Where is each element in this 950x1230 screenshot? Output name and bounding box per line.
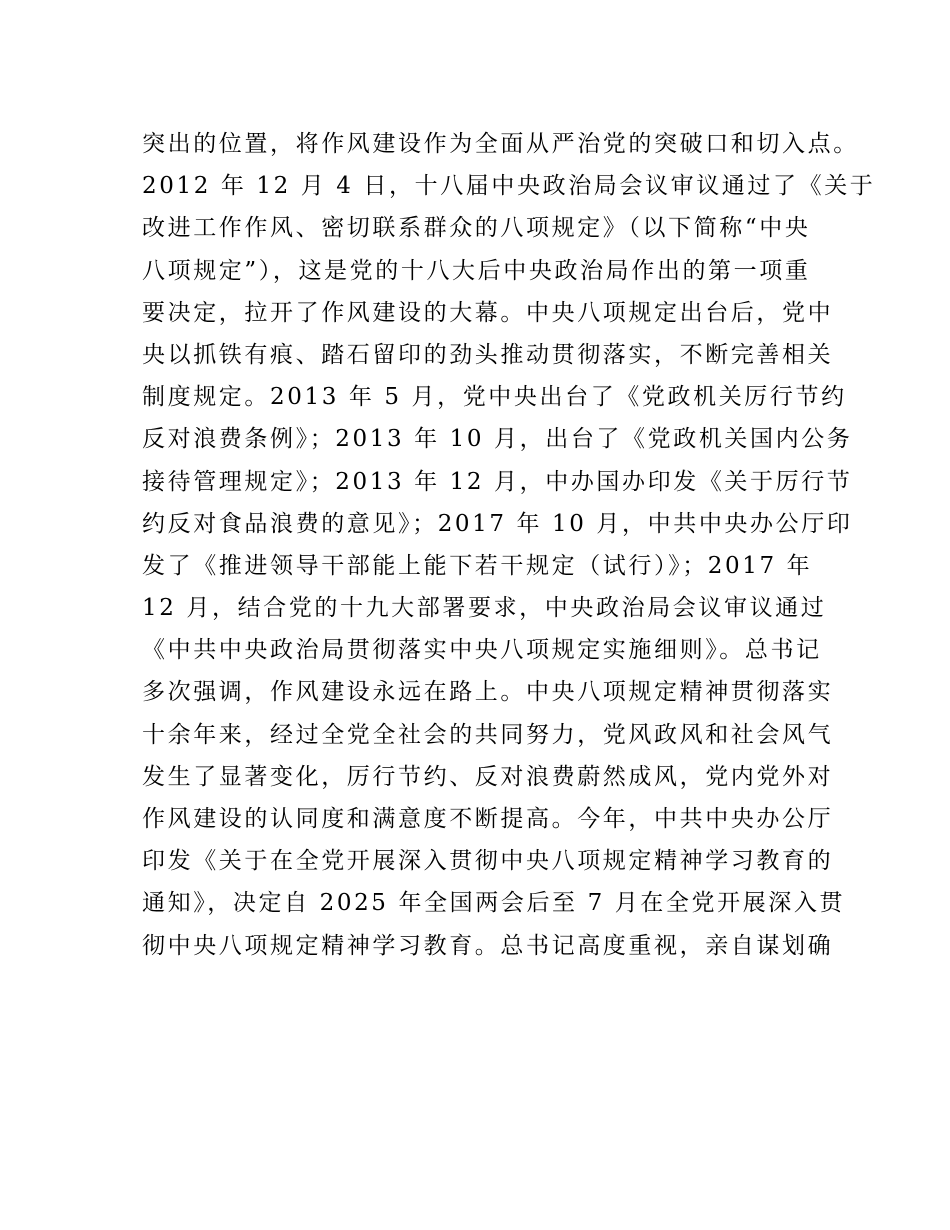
- text-line: 作风建设的认同度和满意度不断提高。今年，中共中央办公厅: [142, 806, 834, 832]
- text-line: 约反对食品浪费的意见》；2017 年 10 月，中共中央办公厅印: [142, 510, 853, 537]
- text-line: 2012 年 12 月 4 日，十八届中央政治局会议审议通过了《关于: [142, 173, 876, 200]
- text-line: 反对浪费条例》；2013 年 10 月，出台了《党政机关国内公务: [142, 426, 853, 453]
- text-line: 发了《推进领导干部能上能下若干规定（试行）》；2017 年: [142, 552, 813, 579]
- text-line: 八项规定”），这是党的十八大后中央政治局作出的第一项重: [142, 257, 811, 284]
- text-line: 发生了显著变化，厉行节约、反对浪费蔚然成风，党内党外对: [142, 763, 834, 790]
- text-line: 突出的位置，将作风建设作为全面从严治党的突破口和切入点。: [142, 131, 859, 157]
- text-line: 印发《关于在全党开展深入贯彻中央八项规定精神学习教育的: [142, 848, 834, 875]
- text-line: 十余年来，经过全党全社会的共同努力，党风政风和社会风气: [142, 721, 834, 748]
- text-line: 《中共中央政治局贯彻落实中央八项规定实施细则》。总书记: [142, 637, 822, 664]
- text-line: 制度规定。2013 年 5 月，党中央出台了《党政机关厉行节约: [142, 384, 847, 411]
- text-line: 多次强调，作风建设永远在路上。中央八项规定精神贯彻落实: [142, 679, 834, 706]
- text-line: 12 月，结合党的十九大部署要求，中央政治局会议审议通过: [142, 595, 827, 622]
- body-text: [142, 123, 876, 967]
- text-line: 接待管理规定》；2013 年 12 月，中办国办印发《关于厉行节: [142, 468, 853, 495]
- text-line: 要决定，拉开了作风建设的大幕。中央八项规定出台后，党中: [142, 299, 834, 326]
- text-line: 央以抓铁有痕、踏石留印的劲头推动贯彻落实，不断完善相关: [142, 341, 834, 368]
- text-line: 彻中央八项规定精神学习教育。总书记高度重视，亲自谋划确: [142, 932, 834, 959]
- text-line: 改进工作作风、密切联系群众的八项规定》（以下简称“中央: [142, 215, 811, 242]
- text-line: 通知》，决定自 2025 年全国两会后至 7 月在全党开展深入贯: [142, 890, 846, 917]
